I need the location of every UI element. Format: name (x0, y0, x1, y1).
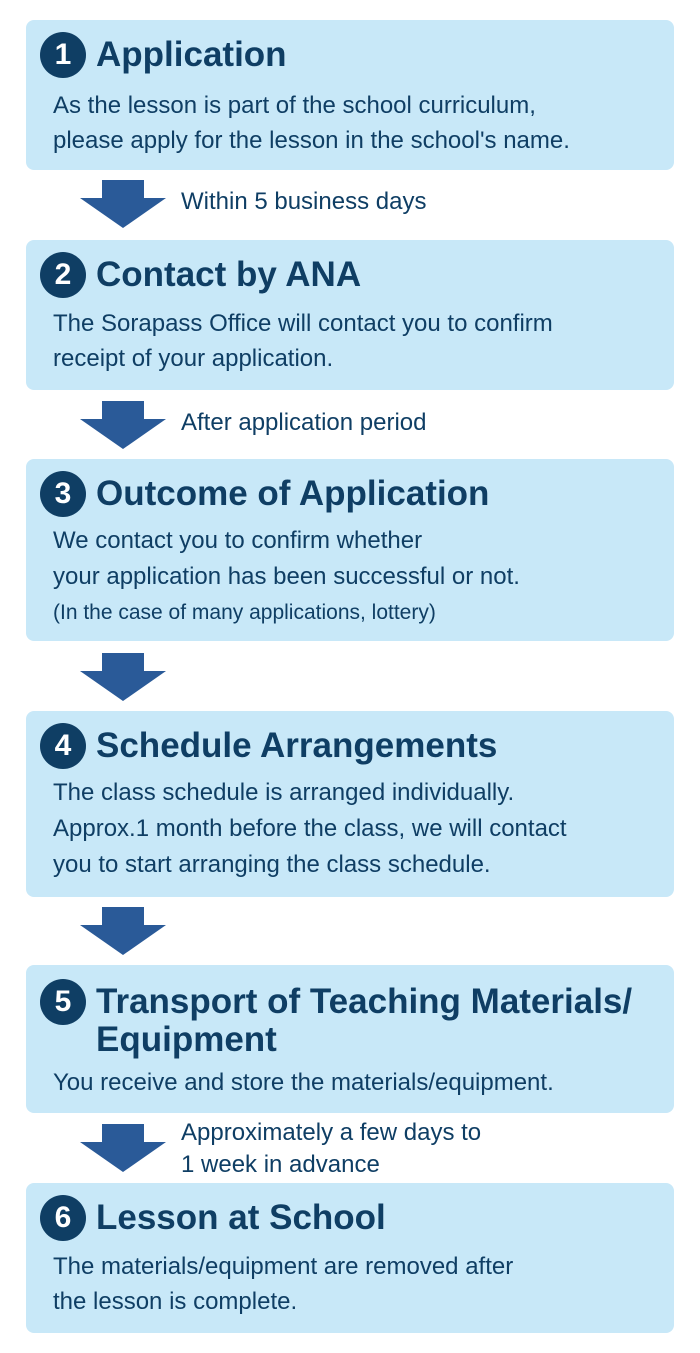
step-description-line: Approx.1 month before the class, we will contact (53, 815, 567, 842)
transition-label-line: 1 week in advance (181, 1151, 380, 1178)
step-5-box (26, 965, 674, 1113)
step-title: Lesson at School (96, 1198, 386, 1237)
transition-label-line: Approximately a few days to (181, 1119, 482, 1146)
down-arrow-icon (80, 180, 166, 228)
step-6-box (26, 1183, 674, 1333)
step-3-box (26, 459, 674, 641)
down-arrow-icon (80, 401, 166, 449)
step-description-line: receipt of your application. (53, 345, 334, 372)
step-number-badge: 3 (40, 471, 86, 517)
step-description-line: The Sorapass Office will contact you to confirm (53, 310, 553, 337)
step-2-box (26, 240, 674, 390)
step-description-line: The class schedule is arranged individually. (53, 779, 515, 806)
step-description-line: your application has been successful or not. (53, 563, 520, 590)
down-arrow-icon (80, 1124, 166, 1172)
step-number-badge: 2 (40, 252, 86, 298)
step-number-badge: 4 (40, 723, 86, 769)
step-description-line: please apply for the lesson in the school's name. (53, 127, 570, 154)
step-number-badge: 1 (40, 32, 86, 78)
step-note-line: (In the case of many applications, lottery) (53, 601, 436, 624)
step-description-line: The materials/equipment are removed after (53, 1253, 514, 1280)
step-title: Schedule Arrangements (96, 726, 498, 765)
step-description-line: As the lesson is part of the school curriculum, (53, 92, 536, 119)
step-description-line: We contact you to confirm whether (53, 527, 423, 554)
step-description-line: the lesson is complete. (53, 1288, 298, 1315)
step-number-badge: 6 (40, 1195, 86, 1241)
transition-label (181, 186, 426, 218)
step-title: Contact by ANA (96, 255, 362, 294)
step-description-line: You receive and store the materials/equipment. (53, 1069, 554, 1096)
step-title-line: Equipment (96, 1020, 277, 1059)
step-title: Outcome of Application (96, 474, 490, 513)
transition-label (181, 407, 426, 439)
step-title-line: Transport of Teaching Materials/ (96, 982, 633, 1021)
step-title: Application (96, 35, 287, 74)
step-number-badge: 5 (40, 979, 86, 1025)
step-title (96, 979, 632, 1059)
down-arrow-icon (80, 907, 166, 955)
transition-label-line: Within 5 business days (181, 188, 427, 215)
step-description-line: you to start arranging the class schedule. (53, 851, 491, 878)
down-arrow-icon (80, 653, 166, 701)
transition-label (181, 1117, 481, 1181)
transition-label-line: After application period (181, 409, 427, 436)
step-4-box (26, 711, 674, 897)
step-1-box (26, 20, 674, 170)
